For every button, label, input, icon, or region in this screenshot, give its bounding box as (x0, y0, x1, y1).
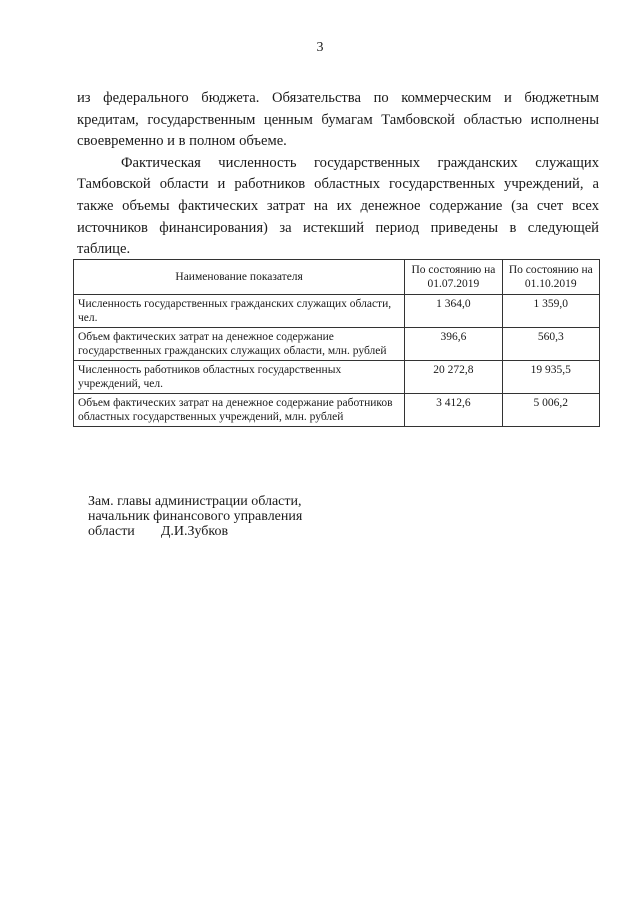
column-header-indicator: Наименование показателя (74, 260, 405, 295)
signatory-name: Д.И.Зубков (160, 524, 229, 539)
value-2019-10-01: 5 006,2 (502, 394, 599, 427)
signature-title-line-3-prefix: области (88, 524, 135, 539)
value-2019-07-01: 1 364,0 (405, 295, 502, 328)
body-text (77, 88, 599, 261)
signature-block (88, 494, 302, 539)
column-header-2019-10-01: По состоянию на 01.10.2019 (502, 260, 599, 295)
value-2019-07-01: 20 272,8 (405, 361, 502, 394)
indicator-name: Численность государственных гражданских служащих области, чел. (74, 295, 405, 328)
value-2019-07-01: 3 412,6 (405, 394, 502, 427)
indicator-name: Численность работников областных государственных учреждений, чел. (74, 361, 405, 394)
table-row (74, 295, 600, 328)
indicator-name: Объем фактических затрат на денежное содержание государственных гражданских служащих области, млн. рублей (74, 328, 405, 361)
value-2019-10-01: 560,3 (502, 328, 599, 361)
table-row (74, 328, 600, 361)
page-number: 3 (316, 40, 324, 55)
table-row (74, 394, 600, 427)
column-header-2019-07-01: По состоянию на 01.07.2019 (405, 260, 502, 295)
table-header-row (74, 260, 600, 295)
indicator-name: Объем фактических затрат на денежное содержание работников областных государственных учреждений, млн. рублей (74, 394, 405, 427)
paragraph-2: Фактическая численность государственных гражданских служащих Тамбовской области и работников областных государственных учреждений, а также объемы фактических затрат на их денежное содержание (за счет всех источников финансирования) за истекший период приведены в следующей таблице. (77, 154, 599, 258)
signature-title-line-1: Зам. главы администрации области, (88, 494, 302, 509)
signature-title-line-3 (88, 524, 302, 539)
value-2019-07-01: 396,6 (405, 328, 502, 361)
value-2019-10-01: 19 935,5 (502, 361, 599, 394)
paragraph-1: из федерального бюджета. Обязательства по коммерческим и бюджетным кредитам, государственным ценным бумагам Тамбовской областью исполнены своевременно и в полном объеме. (77, 90, 599, 150)
staff-cost-table (73, 259, 600, 427)
table-row (74, 361, 600, 394)
signature-title-line-2: начальник финансового управления (88, 509, 303, 524)
value-2019-10-01: 1 359,0 (502, 295, 599, 328)
